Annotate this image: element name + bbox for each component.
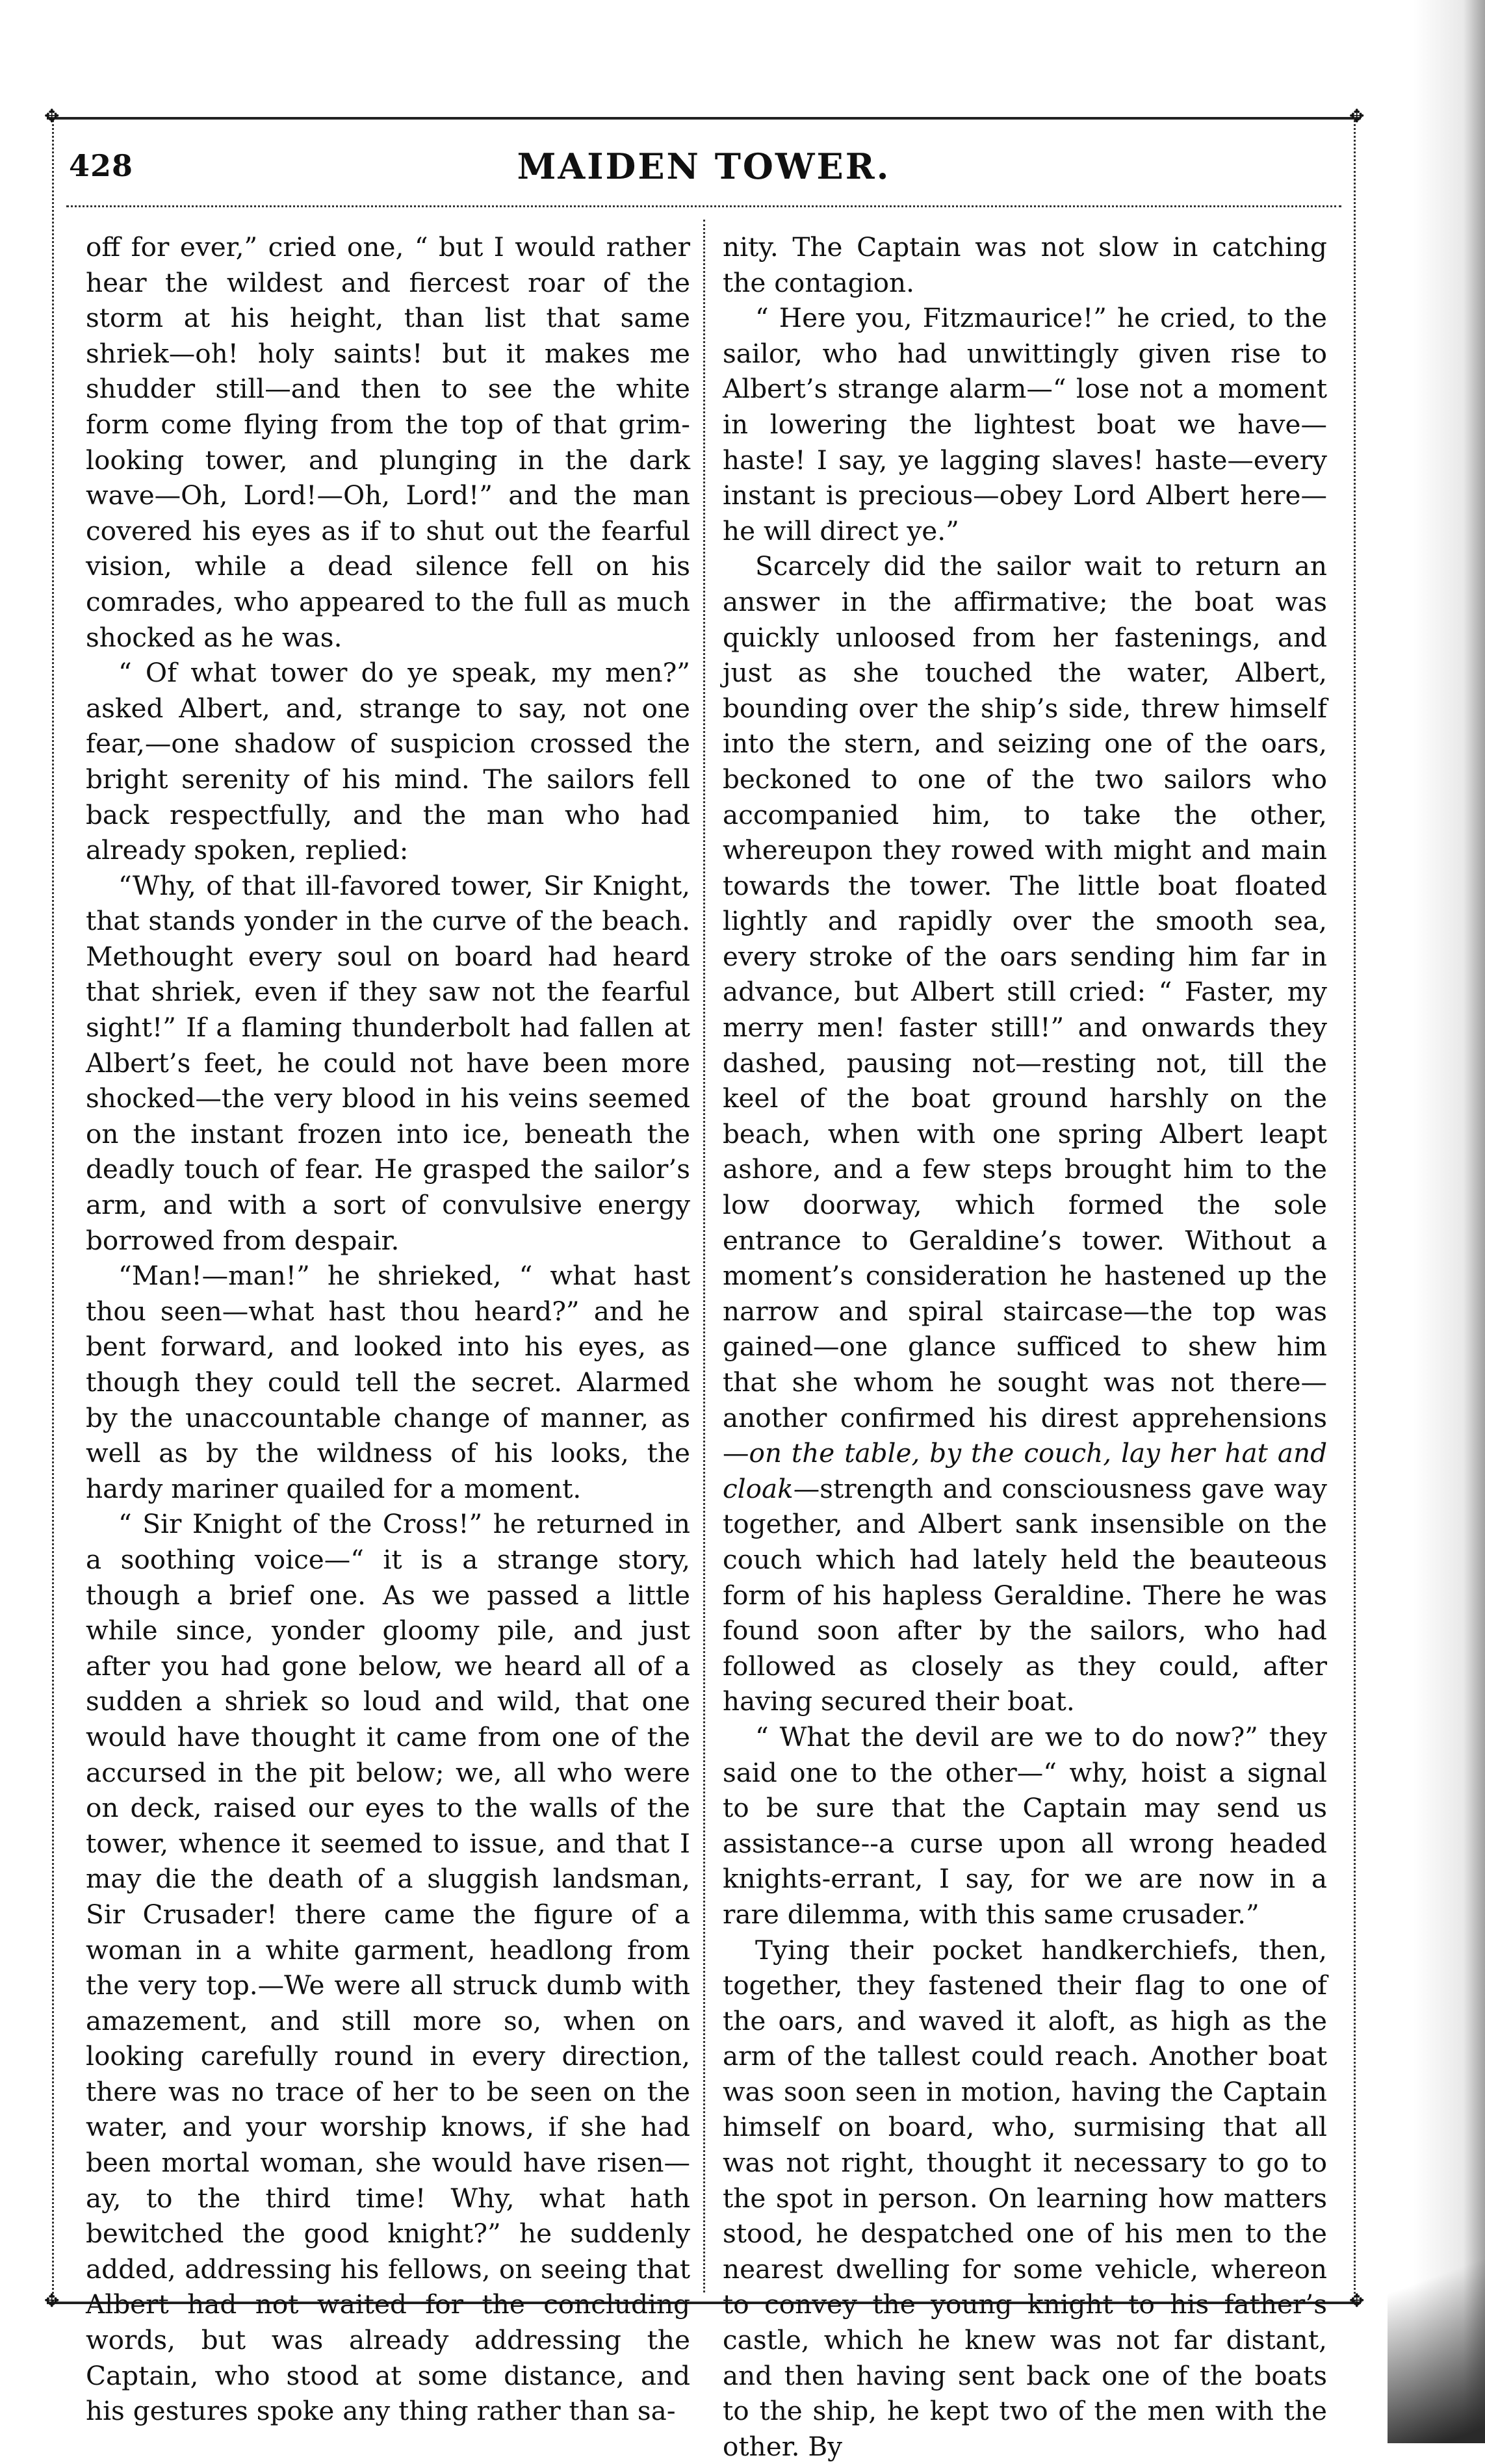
right-column (723, 229, 1327, 2289)
paragraph: “ Here you, Fitzmaurice!” he cried, to the sailor, who had unwittingly given rise to Albert’s strange alarm—“ lose not a moment in lowering the lightest boat we have—haste! I say, ye lagging slaves! haste—every instant is precious—obey Lord Albert here—he will direct ye.” (723, 300, 1327, 548)
paragraph: “ Of what tower do ye speak, my men?” asked Albert, and, strange to say, not one fear,—one shadow of suspicion crossed the bright serenity of his mind. The sailors fell back respectfully, and the man who had already spoken, replied: (86, 655, 690, 868)
left-column (86, 229, 690, 2289)
paragraph (723, 548, 1327, 1719)
page-header (47, 142, 1361, 200)
page-frame (47, 96, 1361, 2325)
left-border (52, 117, 54, 2302)
paragraph: off for ever,” cried one, “ but I would rather hear the wildest and fiercest roar of the storm at his height, than list that same shriek—oh! holy saints! but it makes me shudder still—and then to see the white form come flying from the top of that grim-looking tower, and plunging in the dark wave—Oh, Lord!—Oh, Lord!” and the man covered his eyes as if to shut out the fearful vision, while a dead silence fell on his comrades, who appeared to the full as much shocked as he was. (86, 229, 690, 655)
header-rule (66, 205, 1341, 207)
running-title: MAIDEN TOWER. (47, 146, 1361, 187)
paragraph: Tying their pocket handkerchiefs, then, together, they fastened their flag to one of the oars, and waved it aloft, as high as the arm of the tallest could reach. Another boat was soon seen in motion, having the Captain himself on board, who, surmising that all was not right, thought it necessary to go to the spot in person. On learning how matters stood, he despatched one of his men to the nearest dwelling for some vehicle, whereon to convey the young knight to his father’s castle, which he knew was not far distant, and then having sent back one of the boats to the ship, he kept two of the men with the other. By (723, 1932, 1327, 2464)
corner-ornament-icon: ✥ (44, 109, 58, 123)
page-corner-shadow (1388, 2170, 1485, 2443)
paragraph: “Why, of that ill-favored tower, Sir Knight, that stands yonder in the curve of the beach. Methought every soul on board had heard that shriek, even if they saw not the fearful sight!” If a flaming thunderbolt had fallen at Albert’s feet, he could not have been more shocked—the very blood in his veins seemed on the instant frozen into ice, beneath the deadly touch of fear. He grasped the sailor’s arm, and with a sort of convulsive energy borrowed from despair. (86, 868, 690, 1259)
paragraph-text: —strength and consciousness gave way together, and Albert sank insensible on the couch which had lately held the beauteous form of his hapless Geraldine. There he was found soon after by the sailors, who had followed as closely as they could, after having secured their boat. (723, 1473, 1327, 1717)
top-rule (47, 117, 1361, 120)
scan-edge-shadow (1414, 0, 1485, 2443)
italic-phrase: on the table, by the couch, lay her hat and cloak (723, 1437, 1327, 1504)
corner-ornament-icon: ✥ (1349, 109, 1363, 123)
paragraph-text: Scarcely did the sailor wait to return an answer in the affirmative; the boat was quickly unloosed from her fastenings, and just as she touched the water, Albert, bounding over the ship’s side, threw himself into the stern, and seizing one of the oars, beckoned to one of the two sailors who accompanied him, to take the other, whereupon they rowed with might and main towards the tower. The little boat floated lightly and rapidly over the smooth sea, every stroke of the oars sending him far in advance, but Albert still cried: “ Faster, my merry men! faster still!” and onwards they dashed, pausing not—resting not, till the keel of the boat ground harshly on the beach, when with one spring Albert leapt ashore, and a few steps brought him to the low doorway, which formed the sole entrance to Geraldine’s tower. Without a moment’s consideration he hastened up the narrow and spiral staircase—the top was gained—one glance sufficed to shew him that she whom he sought was not there—another confirmed his direst apprehensions— (723, 550, 1327, 1469)
corner-ornament-icon: ✥ (44, 2294, 58, 2308)
paragraph: “ What the devil are we to do now?” they said one to the other—“ why, hoist a signal to be sure that the Captain may send us assistance--a curse upon all wrong headed knights-errant, I say, for we are now in a rare dilemma, with this same crusader.” (723, 1719, 1327, 1932)
right-border (1354, 117, 1356, 2302)
column-divider (703, 220, 705, 2292)
paragraph: “ Sir Knight of the Cross!” he returned in a soothing voice—“ it is a strange story, though a brief one. As we passed a little while since, yonder gloomy pile, and just after you had gone below, we heard all of a sudden a shriek so loud and wild, that one would have thought it came from one of the accursed in the pit below; we, all who were on deck, raised our eyes to the walls of the tower, whence it seemed to issue, and that I may die the death of a sluggish landsman, Sir Crusader! there came the figure of a woman in a white garment, headlong from the very top.—We were all struck dumb with amazement, and still more so, when on looking carefully round in every direction, there was no trace of her to be seen on the water, and your worship knows, if she had been mortal woman, she would have risen—ay, to the third time! Why, what hath bewitched the good knight?” he suddenly added, addressing his fellows, on seeing that Albert had not waited for the concluding words, but was already addressing the Captain, who stood at some distance, and his gestures spoke any thing rather than sa- (86, 1506, 690, 2428)
page-number: 428 (69, 148, 133, 183)
corner-ornament-icon: ✥ (1349, 2294, 1363, 2308)
paragraph: “Man!—man!” he shrieked, “ what hast thou seen—what hast thou heard?” and he bent forward, and looked into his eyes, as though they could tell the secret. Alarmed by the unaccountable change of manner, as well as by the wildness of his looks, the hardy mariner quailed for a moment. (86, 1258, 690, 1506)
paragraph: nity. The Captain was not slow in catching the contagion. (723, 229, 1327, 300)
